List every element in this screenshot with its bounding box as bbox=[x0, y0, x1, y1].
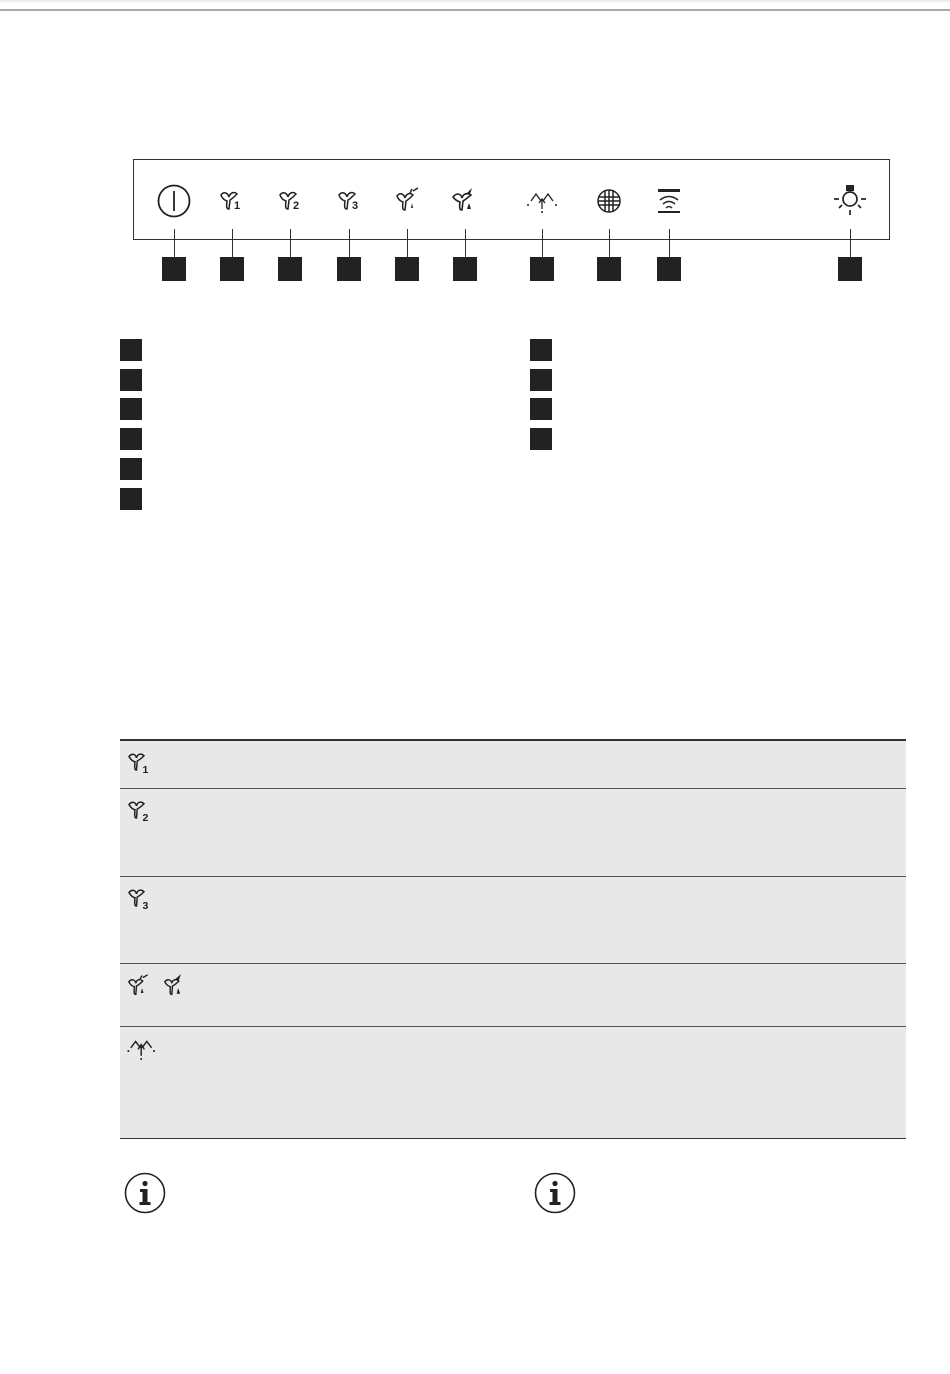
legend-marker bbox=[120, 339, 142, 361]
grease-filter-icon[interactable] bbox=[589, 181, 629, 221]
callout-marker bbox=[838, 257, 862, 281]
table-row bbox=[120, 789, 906, 877]
callout-marker bbox=[162, 257, 186, 281]
svg-text:2: 2 bbox=[293, 200, 300, 212]
fan-boost-1-icon[interactable] bbox=[388, 181, 428, 221]
table-row bbox=[120, 1027, 906, 1138]
leader-line bbox=[609, 229, 610, 257]
callout-marker bbox=[453, 257, 477, 281]
power-icon[interactable] bbox=[154, 181, 194, 221]
legend-marker bbox=[120, 458, 142, 480]
svg-text:1: 1 bbox=[142, 764, 149, 776]
table-row bbox=[120, 877, 906, 964]
auto-mode-icon bbox=[126, 1035, 158, 1072]
fan-speed-3-icon bbox=[126, 885, 156, 920]
svg-text:3: 3 bbox=[352, 200, 359, 212]
callout-marker bbox=[395, 257, 419, 281]
legend-marker bbox=[120, 488, 142, 510]
callout-marker bbox=[530, 257, 554, 281]
leader-line bbox=[669, 229, 670, 257]
function-table bbox=[120, 739, 906, 1139]
legend-marker bbox=[120, 428, 142, 450]
info-icon bbox=[534, 1172, 576, 1214]
table-row bbox=[120, 964, 906, 1027]
legend-marker bbox=[120, 369, 142, 391]
table-row bbox=[120, 741, 906, 789]
leader-line bbox=[174, 229, 175, 257]
fan-boost-2-icon bbox=[162, 972, 190, 1005]
callout-marker bbox=[597, 257, 621, 281]
leader-line bbox=[407, 229, 408, 257]
legend-marker bbox=[530, 369, 552, 391]
leader-line bbox=[349, 229, 350, 257]
fan-boost-2-icon[interactable] bbox=[445, 181, 485, 221]
fan-speed-2-icon bbox=[126, 797, 156, 832]
fan-speed-2-icon[interactable] bbox=[271, 181, 311, 221]
legend-marker bbox=[530, 339, 552, 361]
svg-text:1: 1 bbox=[234, 200, 241, 212]
leader-line bbox=[850, 229, 851, 257]
callout-marker bbox=[657, 257, 681, 281]
fan-speed-1-icon bbox=[126, 749, 156, 784]
callout-marker bbox=[278, 257, 302, 281]
legend-marker bbox=[530, 398, 552, 420]
leader-line bbox=[465, 229, 466, 257]
svg-text:2: 2 bbox=[142, 812, 149, 824]
callout-marker bbox=[337, 257, 361, 281]
auto-mode-icon[interactable] bbox=[522, 181, 562, 221]
svg-text:3: 3 bbox=[142, 900, 149, 912]
leader-line bbox=[542, 229, 543, 257]
control-panel bbox=[133, 159, 890, 240]
info-icon bbox=[124, 1172, 166, 1214]
fan-speed-3-icon[interactable] bbox=[330, 181, 370, 221]
fan-speed-1-icon[interactable] bbox=[212, 181, 252, 221]
fan-boost-1-icon bbox=[126, 972, 154, 1005]
callout-marker bbox=[220, 257, 244, 281]
legend-marker bbox=[530, 428, 552, 450]
leader-line bbox=[290, 229, 291, 257]
leader-line bbox=[232, 229, 233, 257]
hob-to-hood-icon[interactable] bbox=[649, 181, 689, 221]
legend-marker bbox=[120, 398, 142, 420]
light-icon[interactable] bbox=[830, 181, 870, 221]
